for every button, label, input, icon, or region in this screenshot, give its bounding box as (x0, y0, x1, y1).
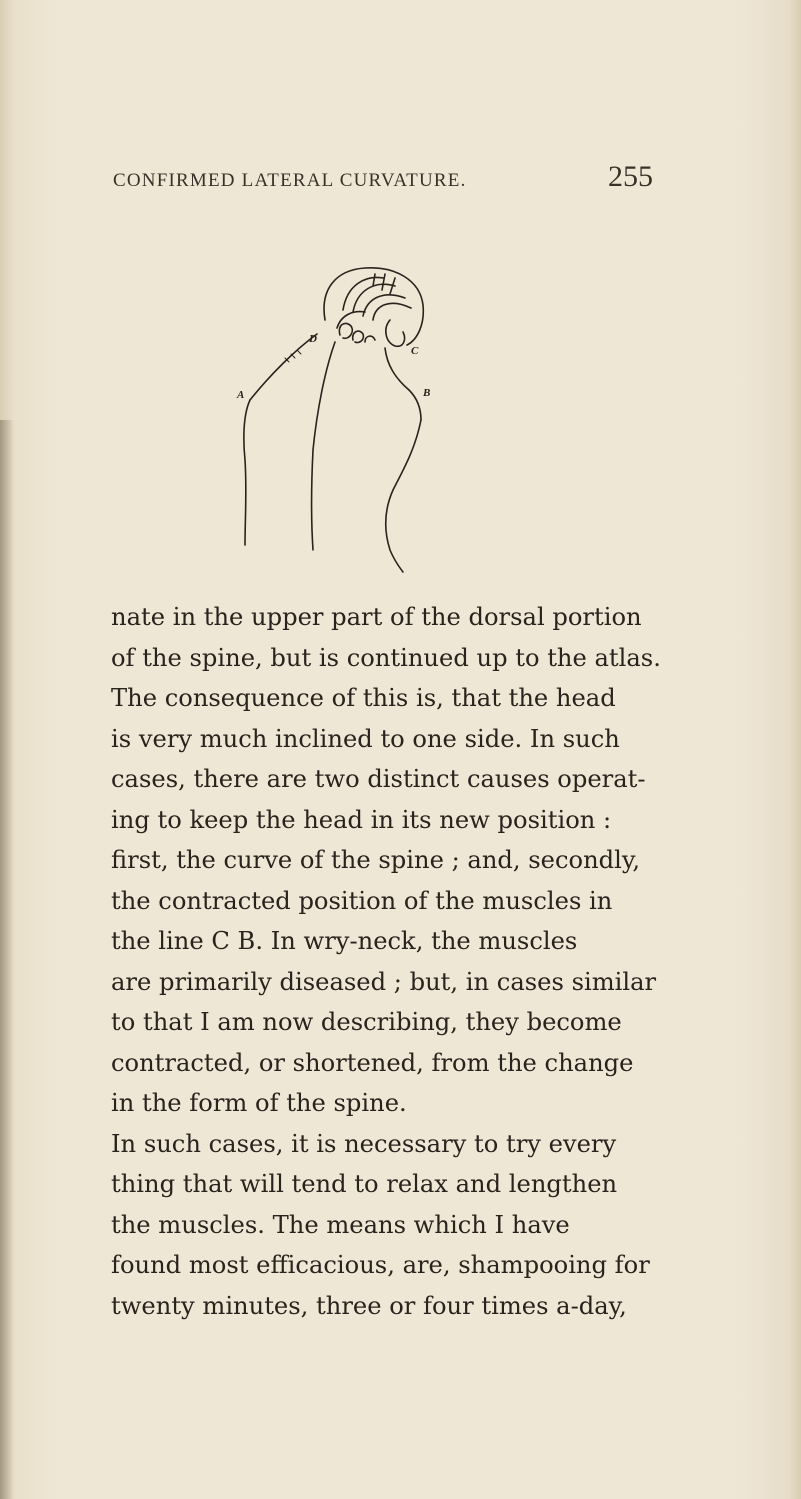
body-text (111, 597, 741, 1326)
text-line: nate in the upper part of the dorsal portion (111, 603, 642, 631)
text-line: the muscles. The means which I have (111, 1210, 570, 1239)
text-line: thing that will tend to relax and lengthen (111, 1170, 618, 1198)
label-d: D (309, 333, 317, 345)
back-left-curve (244, 400, 250, 545)
page-number: 255 (608, 160, 653, 193)
spine-line (312, 342, 336, 550)
text-line: first, the curve of the spine ; and, secondly, (111, 846, 641, 874)
figure-drawing (225, 250, 475, 580)
text-line: cases, there are two distinct causes operat- (111, 765, 646, 793)
text-line: The consequence of this is, that the head (111, 684, 616, 712)
hair-curls (339, 323, 375, 342)
text-line: of the spine, but is continued up to the atlas. (111, 643, 661, 672)
text-line: ing to keep the head in its new position : (111, 805, 612, 834)
binding-shadow (0, 420, 14, 1499)
ear (386, 320, 405, 346)
text-line: contracted, or shortened, from the change (111, 1048, 634, 1077)
text-line: the contracted position of the muscles in (111, 886, 613, 915)
text-line: are primarily diseased ; but, in cases similar (111, 967, 657, 996)
neck-line-cb (385, 348, 421, 420)
text-line: to that I am now describing, they become (111, 1008, 622, 1036)
running-head: CONFIRMED LATERAL CURVATURE. (113, 170, 467, 191)
text-line-paragraph-start: In such cases, it is necessary to try every (111, 1129, 617, 1158)
label-c: C (411, 345, 419, 357)
figure-wry-neck-illustration (225, 250, 475, 580)
text-line: found most efficacious, are, shampooing for (111, 1251, 650, 1279)
page-header (113, 160, 713, 200)
label-a: A (237, 389, 245, 401)
text-line: is very much inclined to one side. In such (111, 724, 620, 753)
text-line: the line C B. In wry-neck, the muscles (111, 927, 578, 955)
shoulder-line-left (250, 334, 317, 400)
text-line: twenty minutes, three or four times a-day, (111, 1291, 627, 1320)
text-line: in the form of the spine. (111, 1089, 407, 1117)
hair-strands (337, 274, 411, 328)
label-b: B (423, 387, 431, 399)
shoulder-hatching (285, 350, 301, 362)
back-right-curve (386, 420, 421, 572)
